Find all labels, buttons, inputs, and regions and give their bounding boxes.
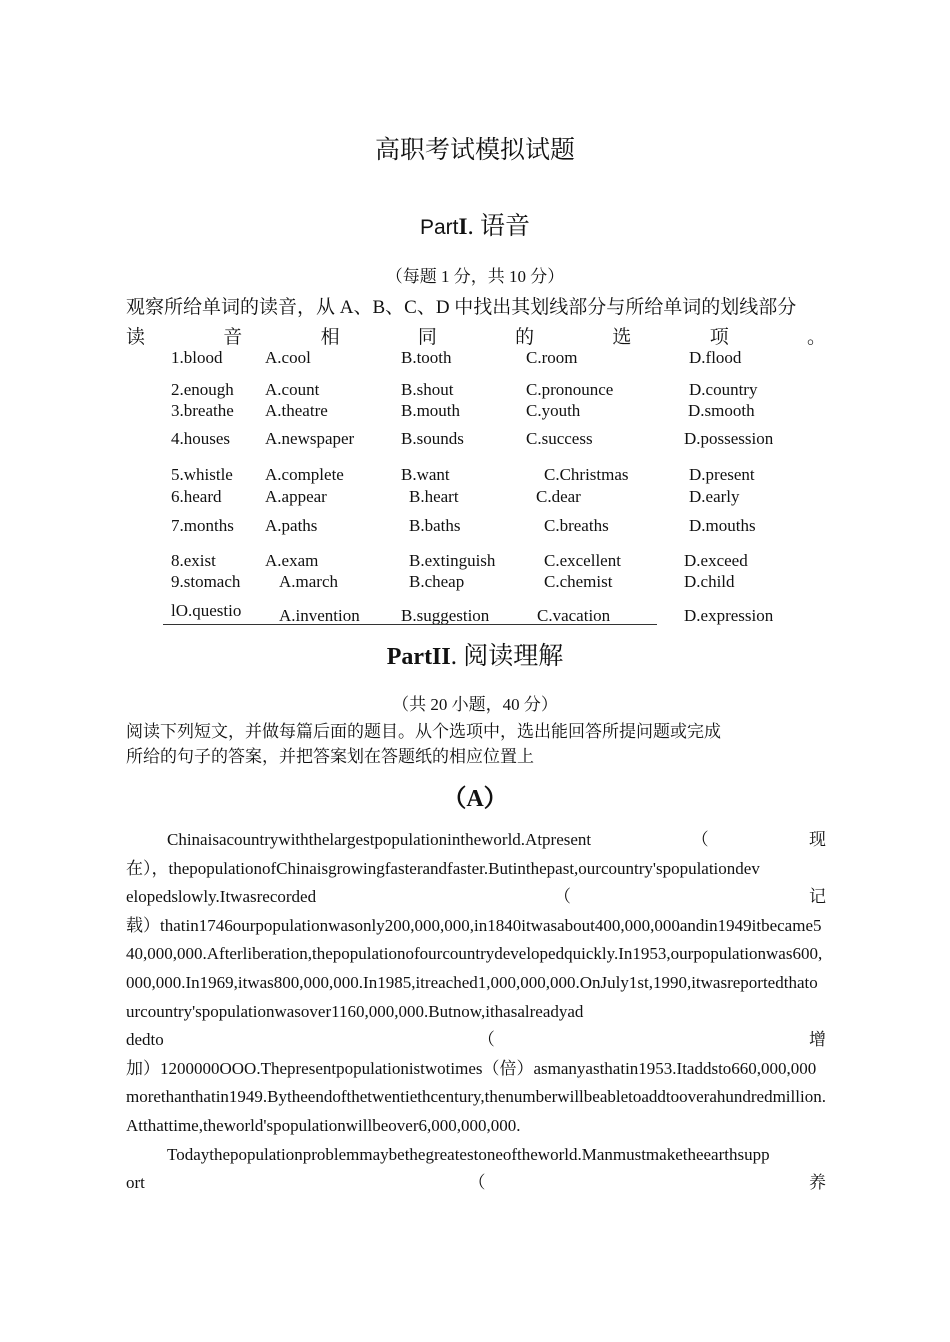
passage-line [126, 1026, 826, 1055]
option-a: A.invention [279, 606, 360, 625]
instruction-char: 的 [515, 327, 535, 348]
question-word: 7.months [171, 516, 234, 535]
reading-passage [126, 826, 826, 1198]
option-d: D.exceed [684, 551, 748, 570]
passage-paren: （ [468, 1173, 486, 1193]
option-d: D.smooth [688, 401, 755, 420]
passage-line [126, 883, 826, 912]
instruction-char: 相 [320, 327, 340, 348]
passage-gloss: 增 [809, 1030, 826, 1050]
option-d: D.flood [689, 348, 742, 367]
question-word: 6.heard [171, 487, 222, 506]
option-b: B.shout [401, 380, 454, 399]
question-word: 5.whistle [171, 465, 233, 484]
part1-suffix: . 语音 [467, 213, 530, 240]
option-a: A.count [265, 380, 320, 399]
part2-instruction-line1: 阅读下列短文，并做每篇后面的题目。从个选项中，选出能回答所提问题或完成 [126, 722, 721, 742]
instruction-char: 。 [806, 327, 826, 348]
part1-roman: I [458, 214, 468, 239]
option-a: A.march [279, 572, 339, 591]
passage-line: 在），thepopulationofChinaisgrowingfasterandfaster.Butinthepast,ourcountry'spopulationdev [126, 858, 760, 878]
option-c: C.dear [536, 487, 581, 506]
question-word: 4.houses [171, 429, 231, 448]
option-b: B.heart [409, 487, 459, 506]
passage-line [126, 1169, 826, 1198]
instruction-char: 选 [612, 327, 632, 348]
option-a: A.newspaper [265, 429, 355, 448]
option-c: C.room [526, 348, 578, 367]
question-word: 1.blood [171, 348, 223, 367]
option-c: C.excellent [544, 551, 621, 570]
part1-heading [0, 206, 950, 242]
passage-block: 加）1200000OOO.Thepresentpopulationistwotimes（倍）asmanyasthatin1953.Itaddsto660,000,000morethanthatin1949.Bytheendofthetwentiethcentury,thenumberwillbeabletoaddtooverahundredmillion.Atthattime,theworld'spopulationwillbeover6,000,000,000. [126, 1058, 826, 1135]
part2-suffix: . 阅读理解 [450, 643, 564, 670]
part2-score-note: （共 20 小题，40 分） [392, 695, 558, 714]
passage-text: elopedslowly.Itwasrecorded [126, 887, 317, 907]
passage-paren: （ [477, 1030, 495, 1050]
option-c: C.Christmas [544, 465, 629, 484]
instruction-char: 音 [223, 327, 243, 348]
option-a: A.complete [265, 465, 344, 484]
option-d: D.early [689, 487, 740, 506]
instruction-char: 同 [417, 327, 437, 348]
part2-instruction-line2: 所给的句子的答案，并把答案划在答题纸的相应位置上 [126, 747, 534, 767]
option-b: B.tooth [401, 348, 452, 367]
part1-prefix: Part [420, 216, 459, 239]
option-d: D.country [689, 380, 758, 399]
part1-instruction-line1: 观察所给单词的读音，从 A、B、C、D 中找出其划线部分与所给单词的划线部分 [126, 297, 797, 318]
option-b: B.mouth [401, 401, 461, 420]
option-c: C.success [526, 429, 593, 448]
option-d: D.possession [684, 429, 774, 448]
passage-paren: （ [691, 830, 709, 849]
option-b: B.cheap [409, 572, 465, 591]
passage-paren: （ [554, 887, 572, 907]
question-word: 2.enough [171, 380, 234, 399]
option-b: B.sounds [401, 429, 464, 448]
option-c: C.pronounce [526, 380, 614, 399]
question-word: 3.breathe [171, 401, 234, 420]
option-a: A.cool [265, 348, 311, 367]
option-d: D.mouths [689, 516, 756, 535]
instruction-char: 读 [126, 327, 146, 348]
option-b: B.want [401, 465, 450, 484]
part2-prefix: PartII [386, 644, 451, 670]
option-d: D.expression [684, 606, 774, 625]
part1-instruction-line2 [126, 322, 826, 349]
passage-text: ort [126, 1173, 145, 1193]
option-a: A.theatre [265, 401, 328, 420]
option-b: B.baths [409, 516, 461, 535]
option-c: C.vacation [537, 606, 611, 625]
question-word: 9.stomach [171, 572, 241, 591]
option-c: C.youth [526, 401, 581, 420]
option-c: C.chemist [544, 572, 613, 591]
option-a: A.appear [265, 487, 327, 506]
passage-text: dedto [126, 1030, 164, 1050]
passage-gloss: 养 [808, 1173, 826, 1193]
divider-line [163, 624, 657, 625]
part2-heading [0, 636, 950, 672]
option-d: D.present [689, 465, 755, 484]
option-d: D.child [684, 572, 735, 591]
passage-block: 载）thatin1746ourpopulationwasonly200,000,000,in1840itwasabout400,000,000andin1949itbecame540,000,000.Afterliberation,thepopulationofourcountrydevelopedquickly.In1953,ourpopulationwas600,000,000.In1969,itwas800,000,000.In1985,itreached1,000,000,000.OnJuly1st,1990,itwasreportedthatourcountry'spopulationwasover1160,000,000.Butnow,ithasalreadyad [126, 915, 823, 1021]
option-a: A.paths [265, 516, 318, 535]
passage-gloss: 记 [809, 887, 826, 907]
passage-gloss: 现 [808, 830, 826, 849]
passage-text: Chinaisacountrywiththelargestpopulationintheworld.Atpresent [167, 830, 592, 849]
section-a-label: （A） [442, 786, 508, 812]
question-word: 8.exist [171, 551, 216, 570]
page-title: 高职考试模拟试题 [374, 137, 575, 164]
instruction-char: 项 [709, 327, 729, 348]
option-b: B.extinguish [409, 551, 496, 570]
passage-line: Todaythepopulationproblemmaybethegreatestoneoftheworld.Manmustmaketheearthsupp [167, 1144, 770, 1164]
option-c: C.breaths [544, 516, 609, 535]
passage-line [126, 826, 826, 855]
option-b: B.suggestion [401, 606, 490, 625]
option-a: A.exam [265, 551, 319, 570]
question-word: lO.questio [171, 601, 242, 620]
part1-score-note: （每题 1 分，共 10 分） [385, 267, 565, 286]
